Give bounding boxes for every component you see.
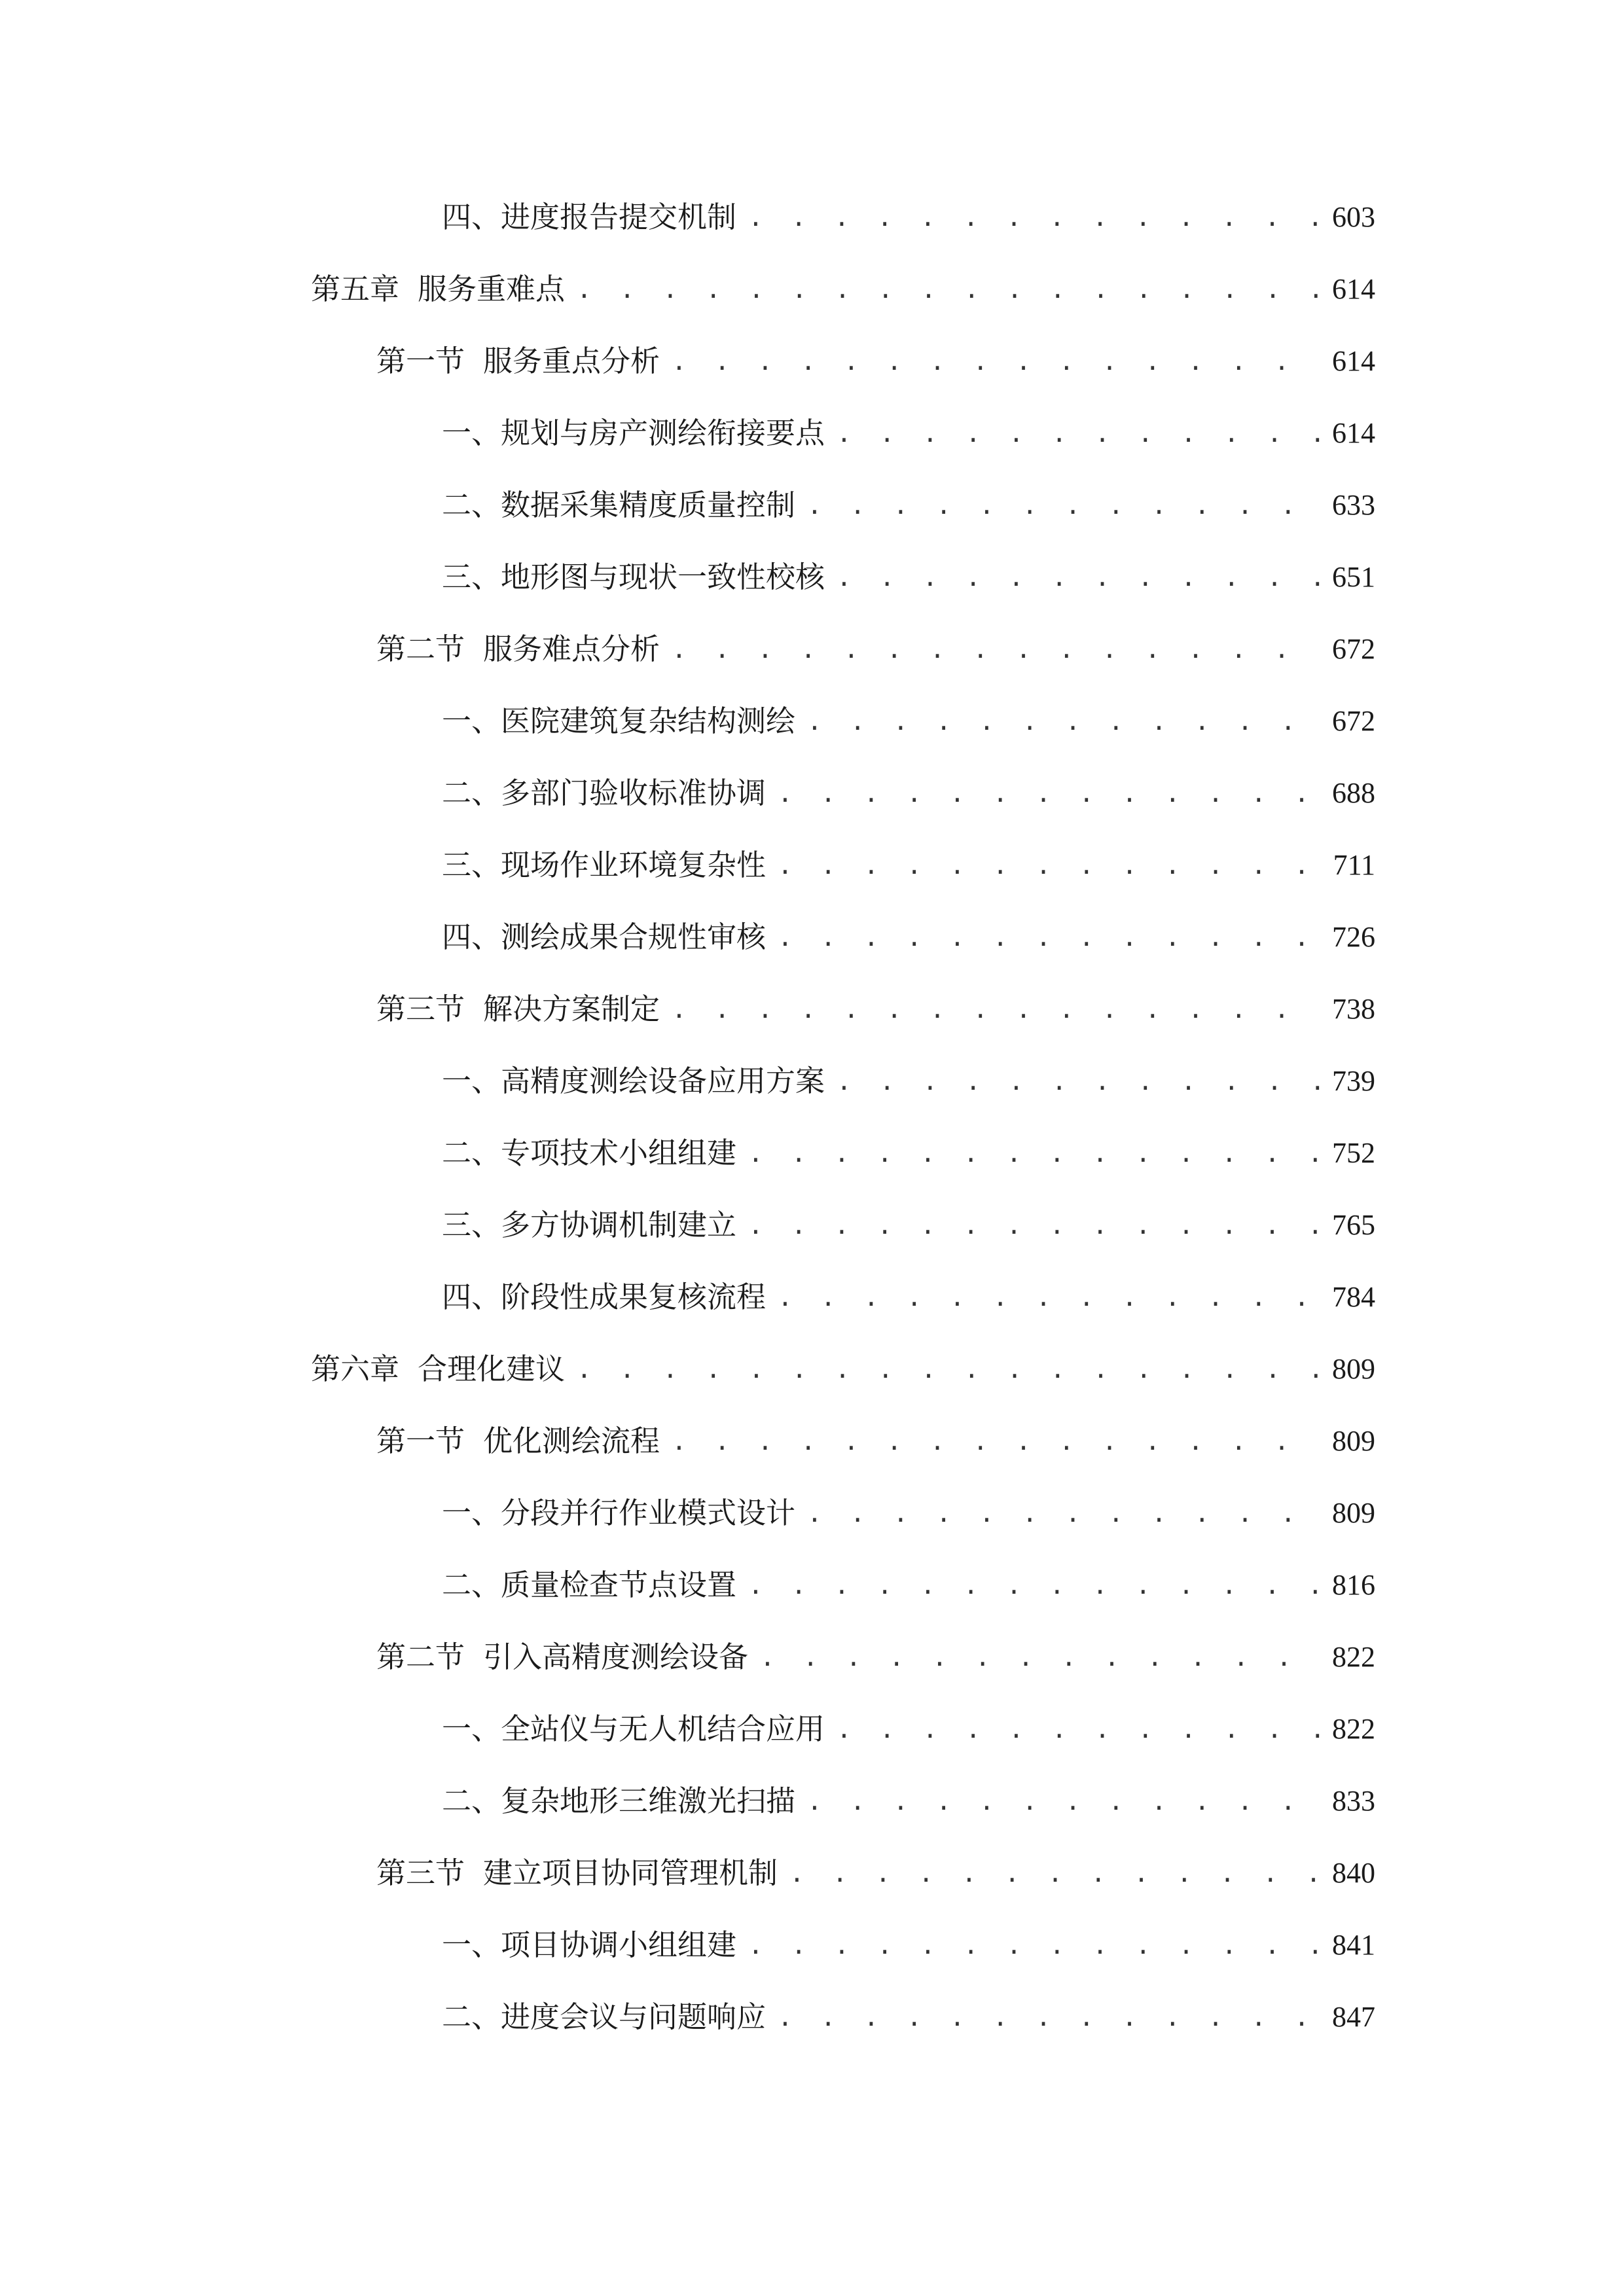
dot-leader: [807, 695, 1322, 747]
toc-entry[interactable]: [442, 839, 1375, 891]
dot-leader: [778, 839, 1323, 891]
page-number: 633: [1332, 489, 1375, 521]
entry-title: 质量检查节点设置: [501, 1568, 737, 1602]
page-number: 711: [1333, 849, 1375, 881]
toc-entry[interactable]: [376, 983, 1375, 1035]
toc-entry[interactable]: [376, 623, 1375, 675]
page-number: 614: [1332, 417, 1375, 449]
entry-title: 建立项目协同管理机制: [483, 1856, 778, 1890]
entry-number: 一、: [442, 1712, 501, 1746]
entry-number: 第三节: [376, 992, 465, 1026]
page-number: 765: [1332, 1209, 1375, 1241]
entry-title: 服务难点分析: [483, 632, 660, 666]
toc-entry[interactable]: [442, 479, 1375, 531]
dot-leader: [672, 335, 1322, 387]
entry-title: 测绘成果合规性审核: [501, 920, 767, 954]
dot-leader: [837, 407, 1322, 459]
page-number: 614: [1332, 273, 1375, 305]
page-number: 726: [1332, 921, 1375, 953]
page-number: 822: [1332, 1641, 1375, 1673]
entry-number: 第二节: [376, 632, 465, 666]
page-number: 784: [1332, 1281, 1375, 1313]
dot-leader: [748, 1127, 1322, 1179]
dot-leader: [778, 911, 1322, 963]
entry-number: 第二节: [376, 1640, 465, 1674]
dot-leader: [672, 623, 1322, 675]
entry-title: 引入高精度测绘设备: [483, 1640, 749, 1674]
dot-leader: [577, 1343, 1322, 1395]
toc-entry[interactable]: [442, 1559, 1375, 1611]
page-number: 847: [1332, 2001, 1375, 2033]
entry-number: 三、: [442, 1208, 501, 1242]
toc-entry[interactable]: [442, 1271, 1375, 1323]
entry-number: 二、: [442, 1136, 501, 1170]
page-number: 822: [1332, 1713, 1375, 1745]
page-number: 816: [1332, 1569, 1375, 1601]
dot-leader: [778, 767, 1322, 819]
page-number: 614: [1332, 345, 1375, 377]
entry-number: 第五章: [311, 272, 400, 306]
page-number: 738: [1332, 993, 1375, 1025]
entry-title: 优化测绘流程: [483, 1424, 660, 1458]
entry-title: 医院建筑复杂结构测绘: [501, 704, 796, 738]
page-number: 841: [1332, 1929, 1375, 1961]
entry-title: 进度报告提交机制: [501, 200, 737, 234]
toc-entry[interactable]: [442, 1919, 1375, 1971]
entry-title: 多部门验收标准协调: [501, 776, 767, 810]
entry-title: 分段并行作业模式设计: [501, 1496, 796, 1530]
entry-title: 地形图与现状一致性校核: [501, 560, 825, 594]
entry-number: 一、: [442, 1496, 501, 1530]
entry-number: 二、: [442, 1568, 501, 1602]
page-number: 752: [1332, 1137, 1375, 1169]
entry-title: 阶段性成果复核流程: [501, 1280, 767, 1314]
entry-number: 一、: [442, 1928, 501, 1962]
toc-entry[interactable]: [442, 191, 1375, 243]
entry-title: 解决方案制定: [483, 992, 660, 1026]
page-number: 739: [1332, 1065, 1375, 1097]
dot-leader: [748, 1559, 1322, 1611]
dot-leader: [760, 1631, 1322, 1683]
page-number: 672: [1332, 633, 1375, 665]
dot-leader: [778, 1271, 1322, 1323]
entry-number: 第六章: [311, 1352, 400, 1386]
dot-leader: [778, 1991, 1322, 2043]
toc-entry[interactable]: [442, 1775, 1375, 1827]
entry-title: 进度会议与问题响应: [501, 2000, 767, 2034]
entry-number: 第一节: [376, 344, 465, 378]
entry-title: 现场作业环境复杂性: [501, 848, 767, 882]
entry-title: 合理化建议: [418, 1352, 566, 1386]
entry-number: 四、: [442, 200, 501, 234]
entry-number: 二、: [442, 1784, 501, 1818]
page-number: 809: [1332, 1353, 1375, 1385]
dot-leader: [672, 983, 1322, 1035]
entry-title: 复杂地形三维激光扫描: [501, 1784, 796, 1818]
toc-entry[interactable]: [442, 1487, 1375, 1539]
page-number: 809: [1332, 1425, 1375, 1457]
dot-leader: [672, 1415, 1322, 1467]
entry-number: 三、: [442, 560, 501, 594]
toc-entry[interactable]: [311, 1343, 1375, 1395]
dot-leader: [807, 1487, 1322, 1539]
dot-leader: [837, 1703, 1322, 1755]
toc-entry[interactable]: [311, 263, 1375, 315]
entry-title: 项目协调小组组建: [501, 1928, 737, 1962]
entry-number: 一、: [442, 704, 501, 738]
entry-title: 专项技术小组组建: [501, 1136, 737, 1170]
toc-entry[interactable]: [376, 335, 1375, 387]
toc-entry[interactable]: [442, 551, 1375, 603]
entry-title: 服务重难点: [418, 272, 566, 306]
toc-entry[interactable]: [442, 1703, 1375, 1755]
entry-title: 服务重点分析: [483, 344, 660, 378]
dot-leader: [577, 263, 1322, 315]
toc-entry[interactable]: [442, 695, 1375, 747]
entry-number: 三、: [442, 848, 501, 882]
entry-number: 第三节: [376, 1856, 465, 1890]
toc-entry[interactable]: [376, 1415, 1375, 1467]
toc-entry[interactable]: [442, 1127, 1375, 1179]
dot-leader: [748, 1199, 1322, 1251]
entry-number: 第一节: [376, 1424, 465, 1458]
page-number: 688: [1332, 777, 1375, 809]
dot-leader: [807, 479, 1322, 531]
page-number: 840: [1332, 1857, 1375, 1889]
page-number: 672: [1332, 705, 1375, 737]
toc-entry[interactable]: [442, 911, 1375, 963]
toc-entry[interactable]: [376, 1631, 1375, 1683]
toc-entry[interactable]: [442, 1991, 1375, 2043]
entry-title: 高精度测绘设备应用方案: [501, 1064, 825, 1098]
entry-number: 二、: [442, 2000, 501, 2034]
entry-number: 二、: [442, 488, 501, 522]
dot-leader: [748, 1919, 1322, 1971]
page-number: 833: [1332, 1785, 1375, 1817]
dot-leader: [807, 1775, 1322, 1827]
entry-number: 一、: [442, 1064, 501, 1098]
toc-entry[interactable]: [442, 1199, 1375, 1251]
toc-entry[interactable]: [376, 1847, 1375, 1899]
toc-entry[interactable]: [442, 407, 1375, 459]
page-number: 603: [1332, 201, 1375, 233]
dot-leader: [748, 191, 1322, 243]
dot-leader: [837, 551, 1322, 603]
entry-number: 二、: [442, 776, 501, 810]
entry-title: 数据采集精度质量控制: [501, 488, 796, 522]
entry-number: 一、: [442, 416, 501, 450]
entry-title: 全站仪与无人机结合应用: [501, 1712, 825, 1746]
dot-leader: [789, 1847, 1322, 1899]
dot-leader: [837, 1055, 1322, 1107]
entry-title: 多方协调机制建立: [501, 1208, 737, 1242]
page-number: 651: [1332, 561, 1375, 593]
entry-number: 四、: [442, 1280, 501, 1314]
page-number: 809: [1332, 1497, 1375, 1529]
toc-entry[interactable]: [442, 1055, 1375, 1107]
entry-title: 规划与房产测绘衔接要点: [501, 416, 825, 450]
entry-number: 四、: [442, 920, 501, 954]
toc-entry[interactable]: [442, 767, 1375, 819]
